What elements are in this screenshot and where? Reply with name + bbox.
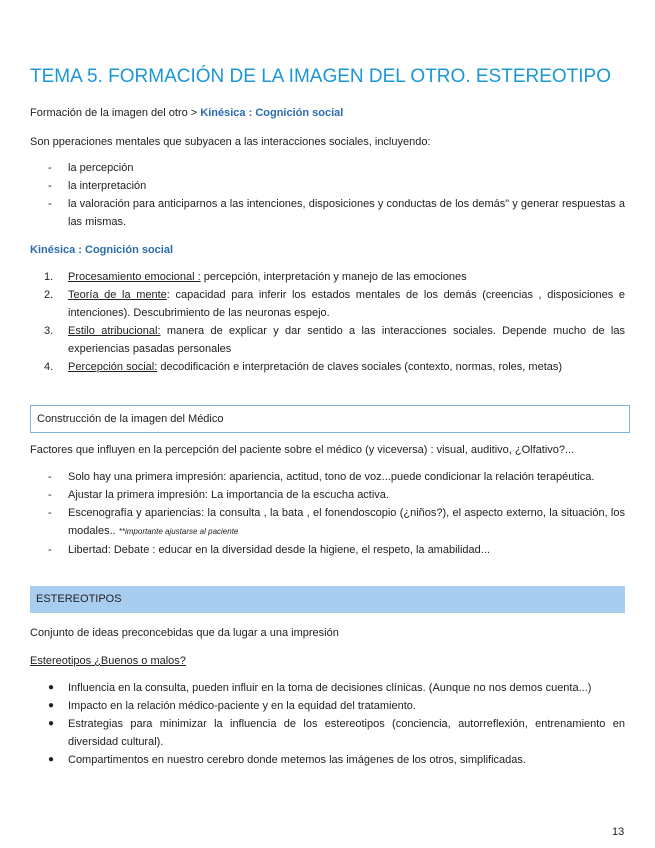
list-term: Procesamiento emocional : [68, 271, 201, 283]
intro-list [30, 159, 625, 231]
small-note: **importante ajustarse al paciente [118, 527, 239, 536]
list-item: - la valoración para anticiparnos a las intenciones, disposiciones y conductas de los demás" y generar respuestas a las mismas. [48, 198, 625, 228]
list-item-text: Solo hay una primera impresión: apariencia, actitud, tono de voz...puede condicionar la relación terapéutica. [68, 471, 595, 483]
section-heading: Kinésica : Cognición social [30, 244, 174, 256]
list-number: 3. [44, 325, 54, 337]
list-item: - Solo hay una primera impresión: apariencia, actitud, tono de voz...puede condicionar la relación terapéutica. [48, 471, 595, 483]
intro-paragraph: Son pperaciones mentales que subyacen a las interacciones sociales, incluyendo: [30, 136, 431, 148]
section-box-medico: Construcción de la imagen del Médico [30, 405, 630, 433]
list-item: - Libertad: Debate : educar en la diversidad desde la higiene, el respeto, la amabilidad... [48, 544, 490, 556]
list-item-text: la percepción [68, 162, 134, 174]
list-item-text: percepción, interpretación y manejo de las emociones [200, 271, 467, 283]
page-number: 13 [612, 826, 625, 838]
page-title: TEMA 5. FORMACIÓN DE LA IMAGEN DEL OTRO. ESTEREOTIPO [30, 66, 612, 87]
list-number: 2. [44, 289, 54, 301]
section-bar-estereotipos: ESTEREOTIPOS [30, 586, 625, 613]
list-item-text: : capacidad para inferir los estados mentales de los demás (creencias , disposiciones e intenciones). Descubrimiento de las neuronas espejo. [68, 289, 625, 319]
list-number: 4. [44, 361, 54, 373]
numbered-list [30, 268, 625, 376]
list-item-text: manera de explicar y dar sentido a las interacciones sociales. Depende mucho de las experiencias pasadas personales [68, 325, 625, 355]
list-item: - la interpretación [48, 180, 147, 192]
stereo-intro: Conjunto de ideas preconcebidas que da lugar a una impresión [30, 627, 339, 639]
list-item-text: la interpretación [68, 180, 147, 192]
breadcrumb [30, 106, 343, 120]
list-item: ● Compartimentos en nuestro cerebro donde metemos las imágenes de los otros, simplificadas. [48, 754, 526, 766]
list-item [30, 322, 625, 358]
list-item: ● Estrategias para minimizar la influencia de los estereotipos (conciencia, autorreflexión, entrenamiento en diversidad cultural). [48, 718, 625, 748]
list-item: - Ajustar la primera impresión: La importancia de la escucha activa. [48, 489, 389, 501]
breadcrumb-link: Kinésica : Cognición social [200, 107, 344, 119]
list-item: - la percepción [48, 162, 134, 174]
list-item [30, 268, 625, 286]
list-item-text: Influencia en la consulta, pueden influir en la toma de decisiones clínicas. (Aunque no nos demos cuenta...) [68, 682, 592, 694]
list-number: 1. [44, 271, 54, 283]
list-item: - Escenografía y apariencias: la consulta , la bata , el fonendoscopio (¿niños?), el aspecto externo, la situación, los modales.. **importante ajustarse al paciente [48, 507, 625, 537]
list-item-text: Escenografía y apariencias: la consulta , la bata , el fonendoscopio (¿niños?), el aspecto externo, la situación, los modales.. [68, 507, 625, 537]
list-item-text: decodificación e interpretación de claves sociales (contexto, normas, roles, metas) [157, 361, 563, 373]
stereo-subheading: Estereotipos ¿Buenos o malos? [30, 655, 186, 667]
list-item-text: Estrategias para minimizar la influencia de los estereotipos (conciencia, autorreflexión, entrenamiento en diversidad cultural). [68, 718, 625, 748]
breadcrumb-prefix: Formación de la imagen del otro > [30, 107, 201, 119]
list-item-text: la valoración para anticiparnos a las intenciones, disposiciones y conductas de los demás" y generar respuestas a las mismas. [68, 198, 625, 228]
list-item [30, 286, 625, 322]
factors-list [30, 468, 625, 559]
list-item-text: Libertad: Debate : educar en la diversidad desde la higiene, el respeto, la amabilidad... [68, 544, 490, 556]
list-term: Estilo atribucional: [68, 325, 161, 337]
list-term: Teoría de la mente [68, 289, 167, 301]
stereo-list [30, 679, 625, 769]
list-item-text: Ajustar la primera impresión: La importancia de la escucha activa. [68, 489, 389, 501]
list-term: Percepción social: [68, 361, 158, 373]
list-item: ● Influencia en la consulta, pueden influir en la toma de decisiones clínicas. (Aunque no nos demos cuenta...) [48, 682, 592, 694]
factors-paragraph: Factores que influyen en la percepción del paciente sobre el médico (y viceversa) : visual, auditivo, ¿Olfativo?... [30, 444, 575, 456]
list-item: ● Impacto en la relación médico-paciente y en la equidad del tratamiento. [48, 700, 416, 712]
list-item-text: Compartimentos en nuestro cerebro donde metemos las imágenes de los otros, simplificadas. [68, 754, 526, 766]
list-item-text: Impacto en la relación médico-paciente y en la equidad del tratamiento. [68, 700, 416, 712]
list-item [30, 358, 625, 376]
